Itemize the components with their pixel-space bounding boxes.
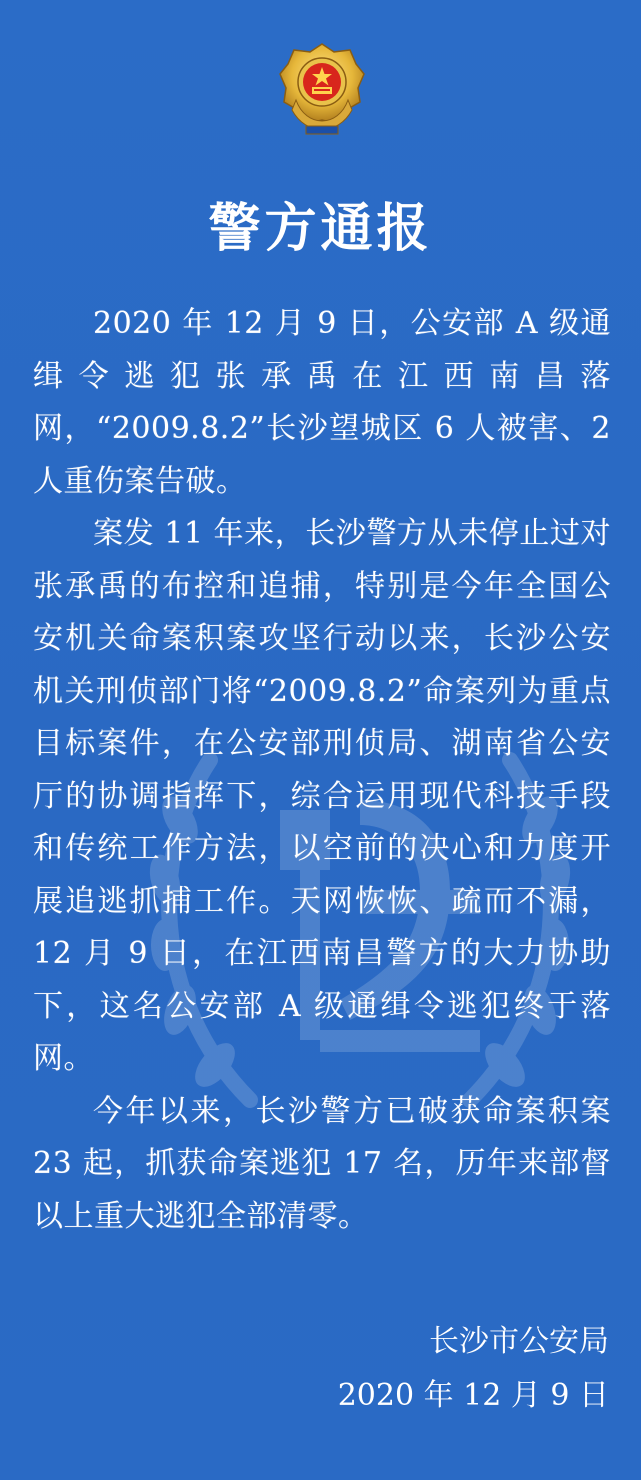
notice-body [33, 298, 611, 1243]
signature-date: 2020 年 12 月 9 日 [337, 1378, 609, 1413]
notice-paragraph-2: 案发 11 年来，长沙警方从未停止过对张承禹的布控和追捕，特别是今年全国公安机关命案积案攻坚行动以来，长沙公安机关刑侦部门将“2009.8.2”命案列为重点目标案件，在公安部刑侦局、湖南省公安厅的协调指挥下，综合运用现代科技手段和传统工作方法，以空前的决心和力度开展追逃抓捕工作。天网恢恢、疏而不漏，12 月 9 日，在江西南昌警方的大力协助下，这名公安部 A 级通缉令逃犯终于落网。 [33, 516, 611, 1076]
signature-organization: 长沙市公安局 [429, 1324, 609, 1359]
notice-title: 警方通报 [208, 199, 433, 259]
notice-paragraph-3: 今年以来，长沙警方已破获命案积案 23 起，抓获命案逃犯 17 名，历年来部督以上重大逃犯全部清零。 [33, 1093, 611, 1234]
notice-paragraph-1: 2020 年 12 月 9 日，公安部 A 级通缉令逃犯张承禹在江西南昌落网，“2009.8.2”长沙望城区 6 人被害、2 人重伤案告破。 [33, 306, 611, 499]
police-badge-icon [276, 40, 368, 140]
